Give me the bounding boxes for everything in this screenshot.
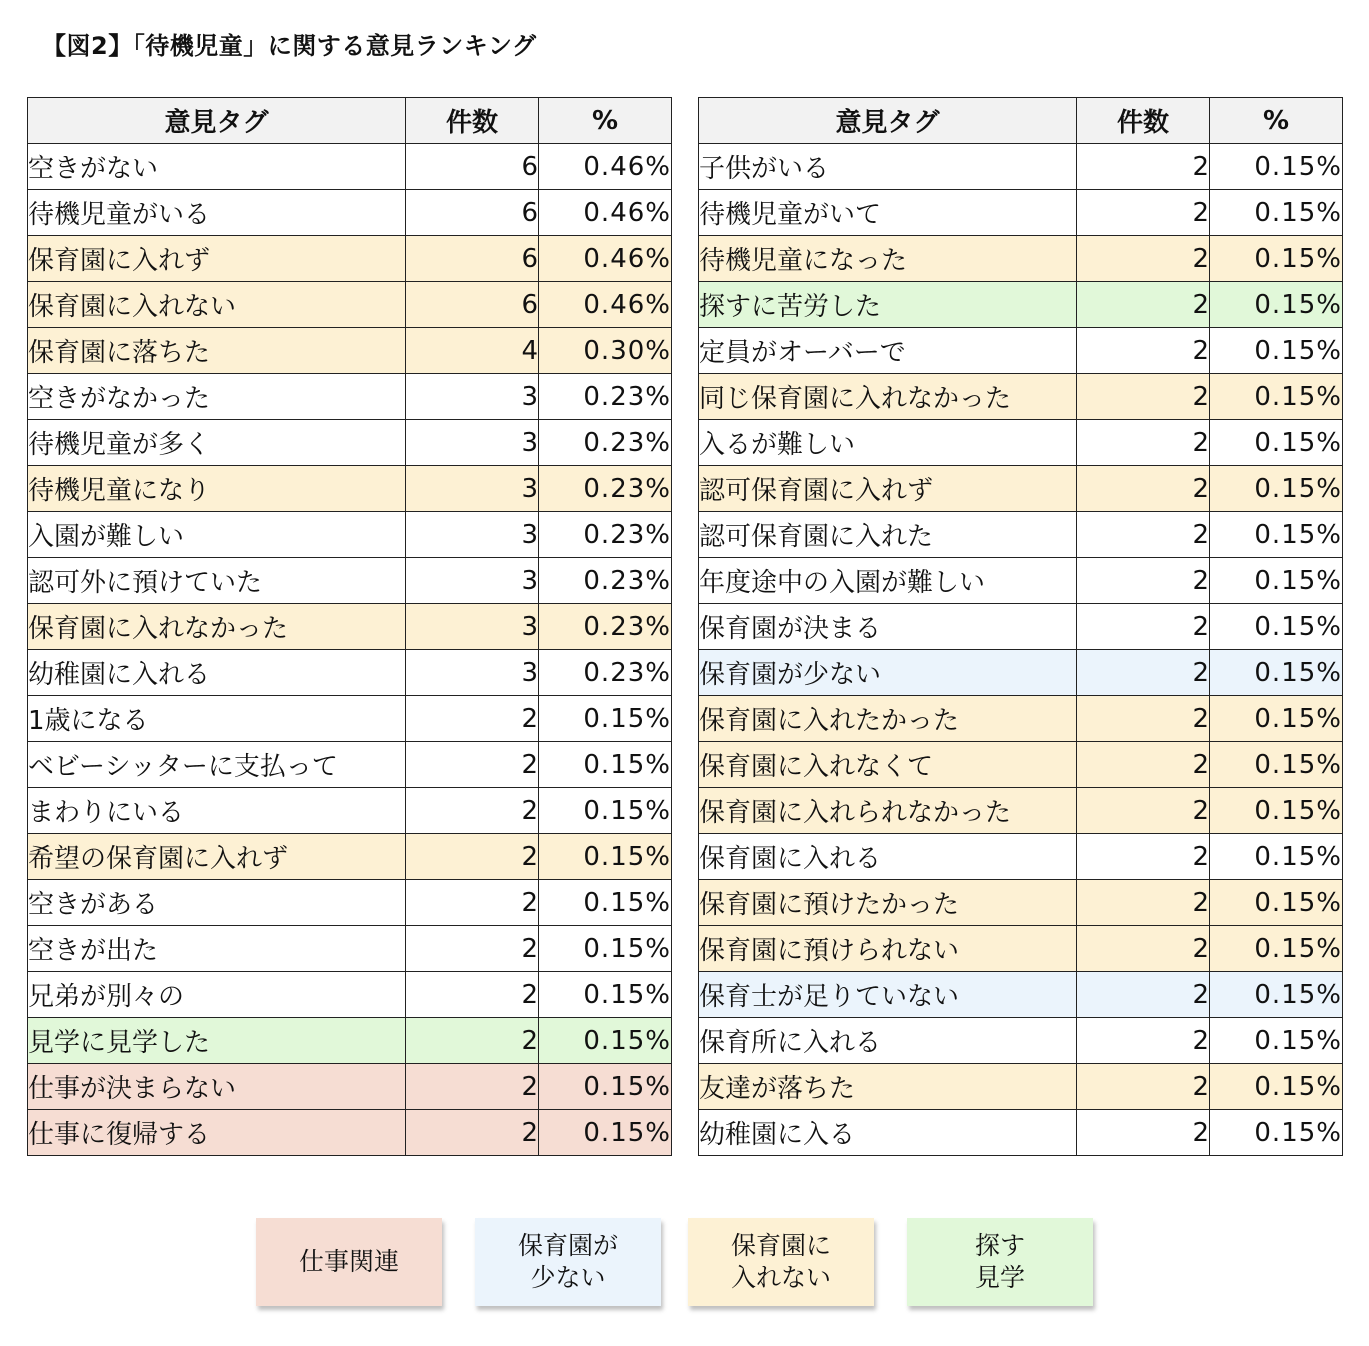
tag-cell: 希望の保育園に入れず xyxy=(28,834,406,880)
table-row xyxy=(28,972,672,1018)
table-row xyxy=(699,604,1343,650)
table-row xyxy=(699,788,1343,834)
percent-cell: 0.15% xyxy=(539,1064,672,1110)
count-cell: 2 xyxy=(406,1018,539,1064)
percent-cell: 0.46% xyxy=(539,144,672,190)
tag-cell: 保育園が少ない xyxy=(699,650,1077,696)
tag-cell: 認可外に預けていた xyxy=(28,558,406,604)
table-row xyxy=(699,650,1343,696)
tag-cell: 仕事に復帰する xyxy=(28,1110,406,1156)
table-row xyxy=(28,696,672,742)
table-row xyxy=(699,972,1343,1018)
tag-cell: 保育園に入れなかった xyxy=(28,604,406,650)
count-cell: 2 xyxy=(1077,328,1210,374)
count-cell: 6 xyxy=(406,190,539,236)
percent-cell: 0.15% xyxy=(539,742,672,788)
legend-cannot-enter xyxy=(688,1218,874,1306)
table-row xyxy=(699,558,1343,604)
tag-cell: 兄弟が別々の xyxy=(28,972,406,1018)
tag-cell: 空きがなかった xyxy=(28,374,406,420)
count-cell: 2 xyxy=(1077,742,1210,788)
count-cell: 2 xyxy=(406,1110,539,1156)
tag-cell: 保育園に落ちた xyxy=(28,328,406,374)
count-cell: 6 xyxy=(406,144,539,190)
count-cell: 4 xyxy=(406,328,539,374)
percent-cell: 0.30% xyxy=(539,328,672,374)
count-cell: 6 xyxy=(406,282,539,328)
count-cell: 3 xyxy=(406,466,539,512)
count-cell: 2 xyxy=(1077,236,1210,282)
percent-cell: 0.15% xyxy=(539,696,672,742)
count-cell: 2 xyxy=(1077,466,1210,512)
count-cell: 2 xyxy=(1077,374,1210,420)
percent-cell: 0.46% xyxy=(539,190,672,236)
tag-cell: 待機児童になり xyxy=(28,466,406,512)
table-row xyxy=(699,374,1343,420)
percent-cell: 0.15% xyxy=(539,926,672,972)
count-cell: 2 xyxy=(1077,558,1210,604)
table-row xyxy=(699,328,1343,374)
tag-cell: 空きが出た xyxy=(28,926,406,972)
count-cell: 2 xyxy=(1077,788,1210,834)
tag-cell: 保育園に入れる xyxy=(699,834,1077,880)
count-cell: 2 xyxy=(406,788,539,834)
tag-cell: 空きがある xyxy=(28,880,406,926)
percent-cell: 0.15% xyxy=(1210,328,1343,374)
percent-cell: 0.15% xyxy=(1210,374,1343,420)
percent-cell: 0.15% xyxy=(1210,512,1343,558)
legend-label: 保育園に 入れない xyxy=(730,1231,831,1292)
count-cell: 2 xyxy=(406,834,539,880)
percent-cell: 0.15% xyxy=(1210,190,1343,236)
count-cell: 3 xyxy=(406,558,539,604)
table-row xyxy=(28,420,672,466)
percent-cell: 0.15% xyxy=(1210,1018,1343,1064)
count-cell: 2 xyxy=(406,972,539,1018)
tag-cell: 待機児童がいて xyxy=(699,190,1077,236)
table-row xyxy=(699,1018,1343,1064)
column-header-tag: 意見タグ xyxy=(28,98,406,144)
table-row xyxy=(28,1110,672,1156)
table-row xyxy=(28,466,672,512)
tag-cell: 友達が落ちた xyxy=(699,1064,1077,1110)
percent-cell: 0.15% xyxy=(1210,972,1343,1018)
tag-cell: 保育士が足りていない xyxy=(699,972,1077,1018)
table-row xyxy=(699,282,1343,328)
tag-cell: 子供がいる xyxy=(699,144,1077,190)
tag-cell: 探すに苦労した xyxy=(699,282,1077,328)
table-row xyxy=(699,1110,1343,1156)
table-row xyxy=(28,1064,672,1110)
table-row xyxy=(28,512,672,558)
count-cell: 2 xyxy=(1077,282,1210,328)
count-cell: 2 xyxy=(406,696,539,742)
column-header-count: 件数 xyxy=(1077,98,1210,144)
table-row xyxy=(28,788,672,834)
count-cell: 6 xyxy=(406,236,539,282)
percent-cell: 0.23% xyxy=(539,558,672,604)
table-header-row xyxy=(28,98,672,144)
count-cell: 3 xyxy=(406,420,539,466)
percent-cell: 0.15% xyxy=(1210,696,1343,742)
count-cell: 2 xyxy=(1077,696,1210,742)
table-row xyxy=(699,144,1343,190)
percent-cell: 0.15% xyxy=(539,1018,672,1064)
percent-cell: 0.46% xyxy=(539,282,672,328)
table-row xyxy=(28,604,672,650)
percent-cell: 0.15% xyxy=(1210,236,1343,282)
column-header-pct: % xyxy=(539,98,672,144)
percent-cell: 0.23% xyxy=(539,512,672,558)
table-row xyxy=(699,696,1343,742)
percent-cell: 0.15% xyxy=(1210,650,1343,696)
table-row xyxy=(28,144,672,190)
percent-cell: 0.23% xyxy=(539,604,672,650)
table-row xyxy=(699,420,1343,466)
tag-cell: 保育園に入れられなかった xyxy=(699,788,1077,834)
percent-cell: 0.15% xyxy=(539,834,672,880)
count-cell: 2 xyxy=(1077,190,1210,236)
percent-cell: 0.15% xyxy=(1210,1064,1343,1110)
count-cell: 3 xyxy=(406,374,539,420)
tag-cell: 1歳になる xyxy=(28,696,406,742)
percent-cell: 0.15% xyxy=(1210,1110,1343,1156)
table-row xyxy=(699,236,1343,282)
table-row xyxy=(699,1064,1343,1110)
tag-cell: 仕事が決まらない xyxy=(28,1064,406,1110)
ranking-table-right xyxy=(698,97,1343,1156)
table-row xyxy=(28,374,672,420)
ranking-table-left xyxy=(27,97,672,1156)
count-cell: 2 xyxy=(1077,420,1210,466)
table-row xyxy=(28,236,672,282)
tag-cell: 待機児童が多く xyxy=(28,420,406,466)
legend-work xyxy=(256,1218,442,1306)
tag-cell: 認可保育園に入れず xyxy=(699,466,1077,512)
count-cell: 3 xyxy=(406,650,539,696)
count-cell: 2 xyxy=(1077,926,1210,972)
count-cell: 2 xyxy=(1077,1064,1210,1110)
table-row xyxy=(28,282,672,328)
percent-cell: 0.23% xyxy=(539,650,672,696)
table-row xyxy=(699,880,1343,926)
count-cell: 2 xyxy=(406,880,539,926)
tag-cell: 保育園に預けられない xyxy=(699,926,1077,972)
percent-cell: 0.15% xyxy=(1210,420,1343,466)
table-row xyxy=(28,834,672,880)
percent-cell: 0.15% xyxy=(1210,466,1343,512)
table-row xyxy=(28,558,672,604)
tag-cell: 幼稚園に入れる xyxy=(28,650,406,696)
tag-cell: まわりにいる xyxy=(28,788,406,834)
percent-cell: 0.15% xyxy=(539,1110,672,1156)
percent-cell: 0.15% xyxy=(1210,834,1343,880)
table-row xyxy=(28,650,672,696)
legend-label: 保育園が 少ない xyxy=(517,1231,618,1292)
count-cell: 2 xyxy=(1077,512,1210,558)
count-cell: 2 xyxy=(1077,1110,1210,1156)
percent-cell: 0.23% xyxy=(539,466,672,512)
table-row xyxy=(28,1018,672,1064)
percent-cell: 0.15% xyxy=(1210,788,1343,834)
percent-cell: 0.15% xyxy=(1210,880,1343,926)
table-row xyxy=(699,466,1343,512)
percent-cell: 0.15% xyxy=(1210,282,1343,328)
page-title: 【図2】「待機児童」に関する意見ランキング xyxy=(42,32,537,60)
tag-cell: 保育園が決まる xyxy=(699,604,1077,650)
count-cell: 2 xyxy=(406,926,539,972)
count-cell: 2 xyxy=(1077,834,1210,880)
count-cell: 3 xyxy=(406,604,539,650)
count-cell: 2 xyxy=(406,742,539,788)
percent-cell: 0.23% xyxy=(539,374,672,420)
percent-cell: 0.23% xyxy=(539,420,672,466)
tag-cell: 待機児童になった xyxy=(699,236,1077,282)
tag-cell: 保育園に入れなくて xyxy=(699,742,1077,788)
legend-label: 探す 見学 xyxy=(974,1231,1025,1292)
percent-cell: 0.15% xyxy=(1210,604,1343,650)
tag-cell: 見学に見学した xyxy=(28,1018,406,1064)
tag-cell: 入園が難しい xyxy=(28,512,406,558)
count-cell: 2 xyxy=(406,1064,539,1110)
tag-cell: 保育園に入れない xyxy=(28,282,406,328)
legend-few-nursery xyxy=(475,1218,661,1306)
legend-label: 仕事関連 xyxy=(298,1247,399,1276)
percent-cell: 0.15% xyxy=(1210,558,1343,604)
table-row xyxy=(699,190,1343,236)
table-row xyxy=(28,190,672,236)
percent-cell: 0.15% xyxy=(539,880,672,926)
column-header-tag: 意見タグ xyxy=(699,98,1077,144)
tag-cell: 定員がオーバーで xyxy=(699,328,1077,374)
percent-cell: 0.15% xyxy=(1210,144,1343,190)
count-cell: 2 xyxy=(1077,1018,1210,1064)
percent-cell: 0.15% xyxy=(539,788,672,834)
table-row xyxy=(699,834,1343,880)
table-row xyxy=(699,512,1343,558)
count-cell: 2 xyxy=(1077,972,1210,1018)
tag-cell: 保育園に入れたかった xyxy=(699,696,1077,742)
count-cell: 2 xyxy=(1077,144,1210,190)
column-header-count: 件数 xyxy=(406,98,539,144)
table-row xyxy=(28,328,672,374)
count-cell: 2 xyxy=(1077,604,1210,650)
count-cell: 2 xyxy=(1077,650,1210,696)
tag-cell: 入るが難しい xyxy=(699,420,1077,466)
tag-cell: 同じ保育園に入れなかった xyxy=(699,374,1077,420)
table-row xyxy=(28,880,672,926)
table-header-row xyxy=(699,98,1343,144)
percent-cell: 0.15% xyxy=(1210,742,1343,788)
tag-cell: 認可保育園に入れた xyxy=(699,512,1077,558)
table-row xyxy=(28,926,672,972)
percent-cell: 0.15% xyxy=(539,972,672,1018)
table-row xyxy=(699,926,1343,972)
tag-cell: ベビーシッターに支払って xyxy=(28,742,406,788)
table-row xyxy=(699,742,1343,788)
tag-cell: 待機児童がいる xyxy=(28,190,406,236)
tag-cell: 幼稚園に入る xyxy=(699,1110,1077,1156)
tag-cell: 空きがない xyxy=(28,144,406,190)
legend-search xyxy=(907,1218,1093,1306)
table-row xyxy=(28,742,672,788)
percent-cell: 0.15% xyxy=(1210,926,1343,972)
column-header-pct: % xyxy=(1210,98,1343,144)
count-cell: 2 xyxy=(1077,880,1210,926)
tag-cell: 保育園に預けたかった xyxy=(699,880,1077,926)
tag-cell: 年度途中の入園が難しい xyxy=(699,558,1077,604)
tag-cell: 保育所に入れる xyxy=(699,1018,1077,1064)
count-cell: 3 xyxy=(406,512,539,558)
percent-cell: 0.46% xyxy=(539,236,672,282)
tag-cell: 保育園に入れず xyxy=(28,236,406,282)
